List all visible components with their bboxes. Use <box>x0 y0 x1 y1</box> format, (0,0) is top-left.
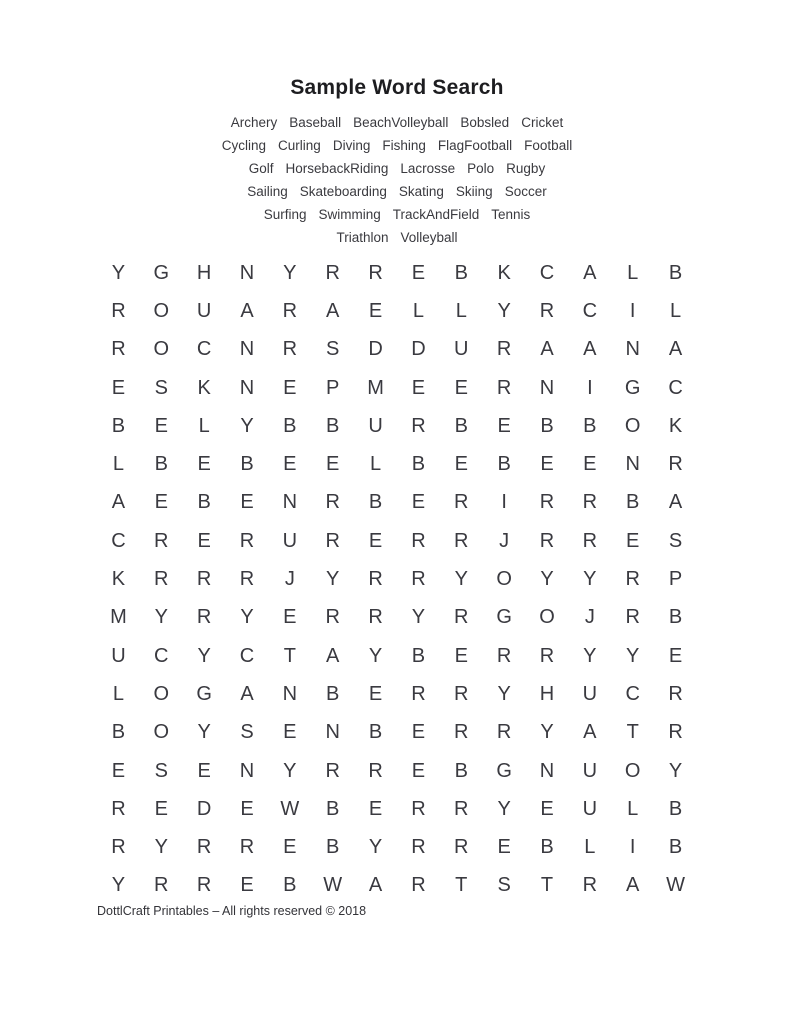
grid-letter: B <box>583 414 597 437</box>
grid-letter: Y <box>626 644 640 667</box>
grid-letter: G <box>624 376 641 399</box>
grid-letter: R <box>196 836 212 859</box>
grid-letter: G <box>496 606 512 629</box>
grid-letter: A <box>111 491 126 514</box>
grid-letter: S <box>154 376 168 399</box>
grid-letter: R <box>582 529 598 552</box>
grid-letter: L <box>627 261 639 284</box>
grid-letter: S <box>326 338 340 361</box>
grid-letter: E <box>111 759 126 782</box>
grid-letter: E <box>283 376 297 399</box>
grid-letter: R <box>496 338 512 361</box>
grid-letter: R <box>496 721 512 744</box>
grid-letter: O <box>539 606 555 629</box>
grid-letter: R <box>411 568 426 591</box>
grid-letter: C <box>239 644 255 667</box>
grid-letter: R <box>539 644 555 667</box>
grid-letter: B <box>111 414 126 437</box>
grid-letter: L <box>412 299 424 322</box>
word-list <box>0 111 794 249</box>
grid-letter: A <box>668 338 683 361</box>
grid-letter: A <box>368 874 383 897</box>
grid-letter: E <box>497 414 511 437</box>
grid-letter: Y <box>111 261 126 284</box>
grid-letter: U <box>282 529 298 552</box>
grid-letter: E <box>197 529 211 552</box>
grid-letter: U <box>196 299 212 322</box>
grid-letter: Y <box>111 874 126 897</box>
grid-letter: R <box>411 414 426 437</box>
grid-letter: E <box>454 376 468 399</box>
grid-letter: E <box>368 529 383 552</box>
grid-letter: B <box>668 797 683 820</box>
grid-letter: Y <box>497 797 511 820</box>
grid-letter: R <box>668 453 683 476</box>
word-item: Baseball <box>289 115 342 130</box>
grid-letter: S <box>668 529 683 552</box>
grid-letter: Y <box>283 759 297 782</box>
grid-letter: Y <box>668 759 683 782</box>
word-item: Diving <box>332 138 371 153</box>
grid-letter: N <box>239 261 255 284</box>
grid-letter: N <box>625 338 640 361</box>
grid-letter: U <box>582 759 598 782</box>
grid-letter: E <box>197 453 211 476</box>
grid-letter: G <box>153 261 170 284</box>
grid-letter: R <box>454 491 469 514</box>
grid-letter: R <box>454 529 469 552</box>
grid-letter: E <box>411 261 426 284</box>
grid-letter: R <box>539 491 555 514</box>
grid-letter: R <box>239 529 255 552</box>
grid-letter: A <box>626 874 640 897</box>
grid-letter: R <box>411 836 426 859</box>
grid-letter: R <box>496 376 512 399</box>
grid-letter: E <box>411 376 426 399</box>
grid-letter: I <box>629 836 636 859</box>
grid-letter: Y <box>154 606 168 629</box>
grid-letter: U <box>368 414 383 437</box>
grid-letter: R <box>325 529 340 552</box>
grid-letter: Y <box>240 606 254 629</box>
grid-letter: R <box>368 606 383 629</box>
footer-copyright: DottlCraft Printables – All rights reserved © 2018 <box>97 904 367 918</box>
grid-letter: B <box>368 491 383 514</box>
grid-letter: R <box>411 797 426 820</box>
grid-letter: E <box>111 376 126 399</box>
grid-letter: R <box>282 299 298 322</box>
word-item: Skating <box>398 184 444 199</box>
grid-letter: A <box>240 682 254 705</box>
grid-letter: B <box>326 414 340 437</box>
grid-letter: B <box>326 836 340 859</box>
grid-letter: O <box>153 299 170 322</box>
grid-letter: B <box>368 721 383 744</box>
word-list-line <box>0 203 794 226</box>
word-item: Archery <box>230 115 278 130</box>
grid-letter: D <box>411 338 426 361</box>
grid-letter: E <box>411 721 426 744</box>
grid-letter: B <box>454 759 468 782</box>
grid-letter: R <box>111 836 126 859</box>
word-item: Surfing <box>263 207 307 222</box>
grid-letter: R <box>539 299 555 322</box>
grid-letter: B <box>540 836 554 859</box>
word-item: Volleyball <box>400 230 458 245</box>
grid-letter: G <box>196 682 212 705</box>
grid-letter: U <box>582 682 598 705</box>
grid-letter: T <box>540 874 554 897</box>
grid-letter: B <box>626 491 640 514</box>
grid-letter: L <box>112 682 124 705</box>
grid-letter: R <box>625 568 640 591</box>
grid-letter: K <box>197 376 211 399</box>
word-list-line <box>0 157 794 180</box>
grid-letter: U <box>111 644 126 667</box>
grid-letter: B <box>411 453 426 476</box>
grid-letter: B <box>668 606 683 629</box>
grid-letter: R <box>582 491 598 514</box>
grid-letter: Y <box>368 644 383 667</box>
grid-letter: I <box>501 491 507 514</box>
grid-letter: N <box>239 759 255 782</box>
grid-letter: N <box>239 338 255 361</box>
grid-letter: R <box>411 529 426 552</box>
word-item: Skiing <box>455 184 493 199</box>
grid-letter: E <box>240 797 254 820</box>
grid-letter: R <box>368 759 383 782</box>
grid-letter: Y <box>154 836 168 859</box>
letter-grid <box>97 254 697 905</box>
grid-letter: R <box>411 874 426 897</box>
grid-letter: E <box>326 453 340 476</box>
grid-letter: B <box>668 836 683 859</box>
grid-letter: E <box>154 414 168 437</box>
grid-letter: E <box>454 644 468 667</box>
grid-letter: W <box>280 797 300 820</box>
grid-letter: W <box>666 874 686 897</box>
grid-letter: O <box>153 682 170 705</box>
grid-letter: R <box>325 759 340 782</box>
grid-letter: N <box>239 376 255 399</box>
grid-letter: E <box>197 759 211 782</box>
grid-letter: J <box>584 606 595 629</box>
grid-letter: Y <box>411 606 426 629</box>
grid-letter: O <box>153 721 170 744</box>
word-item: Sailing <box>247 184 288 199</box>
word-item: TrackAndField <box>392 207 480 222</box>
word-item: HorsebackRiding <box>285 161 389 176</box>
word-item: Soccer <box>504 184 547 199</box>
grid-letter: S <box>240 721 254 744</box>
grid-letter: R <box>325 491 340 514</box>
grid-letter: B <box>497 453 511 476</box>
grid-letter: R <box>368 568 383 591</box>
grid-letter: Y <box>368 836 383 859</box>
grid-letter: Y <box>583 644 597 667</box>
grid-letter: R <box>539 529 555 552</box>
grid-letter: S <box>154 759 168 782</box>
word-item: Fishing <box>382 138 426 153</box>
word-item: Swimming <box>318 207 381 222</box>
grid-letter: I <box>587 376 593 399</box>
word-item: Cricket <box>521 115 564 130</box>
grid-letter: Y <box>197 644 211 667</box>
grid-letter: E <box>454 453 468 476</box>
grid-letter: R <box>668 721 683 744</box>
grid-letter: Y <box>326 568 340 591</box>
grid-letter: Y <box>540 568 554 591</box>
grid-letter: B <box>668 261 683 284</box>
grid-letter: E <box>368 299 383 322</box>
grid-letter: Y <box>197 721 211 744</box>
grid-letter: B <box>540 414 554 437</box>
grid-letter: G <box>496 759 512 782</box>
word-item: Skateboarding <box>299 184 387 199</box>
grid-letter: P <box>668 568 683 591</box>
word-list-line <box>0 111 794 134</box>
word-item: Lacrosse <box>400 161 456 176</box>
grid-letter: L <box>112 453 124 476</box>
grid-letter: C <box>668 376 683 399</box>
grid-letter: T <box>455 874 468 897</box>
grid-letter: D <box>196 797 212 820</box>
grid-letter: A <box>240 299 254 322</box>
grid-letter: N <box>539 759 555 782</box>
grid-letter: R <box>111 338 126 361</box>
grid-letter: P <box>326 376 340 399</box>
grid-letter: R <box>239 568 255 591</box>
word-list-line <box>0 180 794 203</box>
word-item: Polo <box>467 161 495 176</box>
grid-letter: E <box>540 453 554 476</box>
grid-letter: B <box>154 453 168 476</box>
grid-letter: U <box>582 797 598 820</box>
grid-letter: K <box>668 414 683 437</box>
grid-letter: R <box>154 874 169 897</box>
grid-letter: B <box>197 491 211 514</box>
grid-letter: Y <box>497 682 511 705</box>
grid-letter: K <box>497 261 511 284</box>
grid-letter: E <box>668 644 683 667</box>
grid-letter: Y <box>454 568 468 591</box>
grid-letter: R <box>454 721 469 744</box>
grid-letter: N <box>625 453 640 476</box>
grid-letter: B <box>454 414 468 437</box>
grid-letter: B <box>326 797 340 820</box>
grid-letter: R <box>454 682 469 705</box>
word-item: Curling <box>278 138 321 153</box>
grid-letter: L <box>627 797 639 820</box>
word-item: Rugby <box>506 161 546 176</box>
grid-letter: A <box>540 338 554 361</box>
grid-letter: N <box>325 721 340 744</box>
grid-letter: E <box>283 453 297 476</box>
grid-letter: E <box>283 836 297 859</box>
grid-letter: B <box>454 261 468 284</box>
grid-letter: E <box>154 797 168 820</box>
word-item: FlagFootball <box>437 138 513 153</box>
grid-letter: O <box>496 568 512 591</box>
grid-letter: R <box>154 568 169 591</box>
grid-letter: H <box>196 261 212 284</box>
grid-letter: M <box>110 606 127 629</box>
grid-letter: R <box>196 874 212 897</box>
grid-letter: B <box>283 414 297 437</box>
grid-letter: H <box>539 682 555 705</box>
grid-letter: J <box>499 529 510 552</box>
word-item: Golf <box>248 161 274 176</box>
grid-letter: R <box>111 797 126 820</box>
grid-letter: E <box>283 606 297 629</box>
grid-letter: R <box>454 836 469 859</box>
grid-letter: R <box>411 682 426 705</box>
grid-letter: E <box>240 491 254 514</box>
grid-letter: Y <box>540 721 554 744</box>
grid-letter: C <box>625 682 640 705</box>
grid-letter: N <box>539 376 555 399</box>
grid-letter: R <box>582 874 598 897</box>
grid-letter: E <box>368 797 383 820</box>
grid-letter: E <box>626 529 640 552</box>
grid-letter: Y <box>240 414 254 437</box>
grid-letter: B <box>411 644 426 667</box>
grid-letter: R <box>454 797 469 820</box>
grid-letter: R <box>196 606 212 629</box>
grid-letter: S <box>497 874 511 897</box>
grid-letter: E <box>283 721 297 744</box>
word-list-line <box>0 134 794 157</box>
grid-letter: L <box>670 299 682 322</box>
word-item: Football <box>524 138 573 153</box>
grid-letter: L <box>584 836 596 859</box>
grid-letter: L <box>198 414 210 437</box>
grid-letter: A <box>326 644 340 667</box>
word-item: Triathlon <box>336 230 389 245</box>
grid-letter: B <box>240 453 254 476</box>
grid-letter: T <box>283 644 296 667</box>
grid-letter: Y <box>283 261 297 284</box>
grid-letter: N <box>282 491 298 514</box>
grid-letter: E <box>154 491 168 514</box>
grid-letter: L <box>455 299 467 322</box>
grid-letter: C <box>582 299 598 322</box>
word-item: BeachVolleyball <box>353 115 449 130</box>
word-item: Cycling <box>221 138 267 153</box>
grid-letter: E <box>240 874 254 897</box>
grid-letter: Y <box>497 299 511 322</box>
grid-letter: B <box>283 874 297 897</box>
grid-letter: B <box>111 721 126 744</box>
word-list-line <box>0 226 794 249</box>
grid-letter: Y <box>583 568 597 591</box>
grid-letter: A <box>668 491 683 514</box>
grid-letter: E <box>540 797 554 820</box>
grid-letter: R <box>325 261 340 284</box>
grid-letter: T <box>626 721 639 744</box>
grid-letter: B <box>326 682 340 705</box>
grid-letter: O <box>624 759 641 782</box>
grid-letter: E <box>411 759 426 782</box>
grid-letter: K <box>111 568 126 591</box>
grid-letter: L <box>370 453 382 476</box>
grid-letter: R <box>239 836 255 859</box>
grid-letter: R <box>282 338 298 361</box>
grid-letter: R <box>625 606 640 629</box>
grid-letter: R <box>454 606 469 629</box>
grid-letter: R <box>154 529 169 552</box>
grid-letter: A <box>583 338 597 361</box>
grid-letter: W <box>323 874 343 897</box>
grid-letter: R <box>325 606 340 629</box>
grid-letter: I <box>629 299 636 322</box>
grid-letter: U <box>454 338 469 361</box>
grid-letter: R <box>111 299 126 322</box>
grid-letter: O <box>153 338 170 361</box>
grid-letter: R <box>196 568 212 591</box>
grid-letter: R <box>668 682 683 705</box>
grid-letter: C <box>539 261 555 284</box>
grid-letter: E <box>497 836 511 859</box>
grid-letter: R <box>496 644 512 667</box>
grid-letter: A <box>583 261 597 284</box>
grid-letter: C <box>196 338 212 361</box>
grid-letter: N <box>282 682 298 705</box>
word-item: Tennis <box>491 207 531 222</box>
grid-letter: O <box>624 414 641 437</box>
grid-letter: J <box>284 568 295 591</box>
grid-letter: E <box>368 682 383 705</box>
grid-letter: M <box>367 376 384 399</box>
word-item: Bobsled <box>460 115 510 130</box>
grid-letter: E <box>583 453 597 476</box>
grid-letter: E <box>411 491 426 514</box>
page-title: Sample Word Search <box>290 76 504 99</box>
grid-letter: D <box>368 338 383 361</box>
grid-letter: C <box>111 529 126 552</box>
grid-letter: A <box>583 721 597 744</box>
grid-letter: C <box>154 644 169 667</box>
grid-letter: R <box>368 261 383 284</box>
grid-letter: A <box>326 299 340 322</box>
